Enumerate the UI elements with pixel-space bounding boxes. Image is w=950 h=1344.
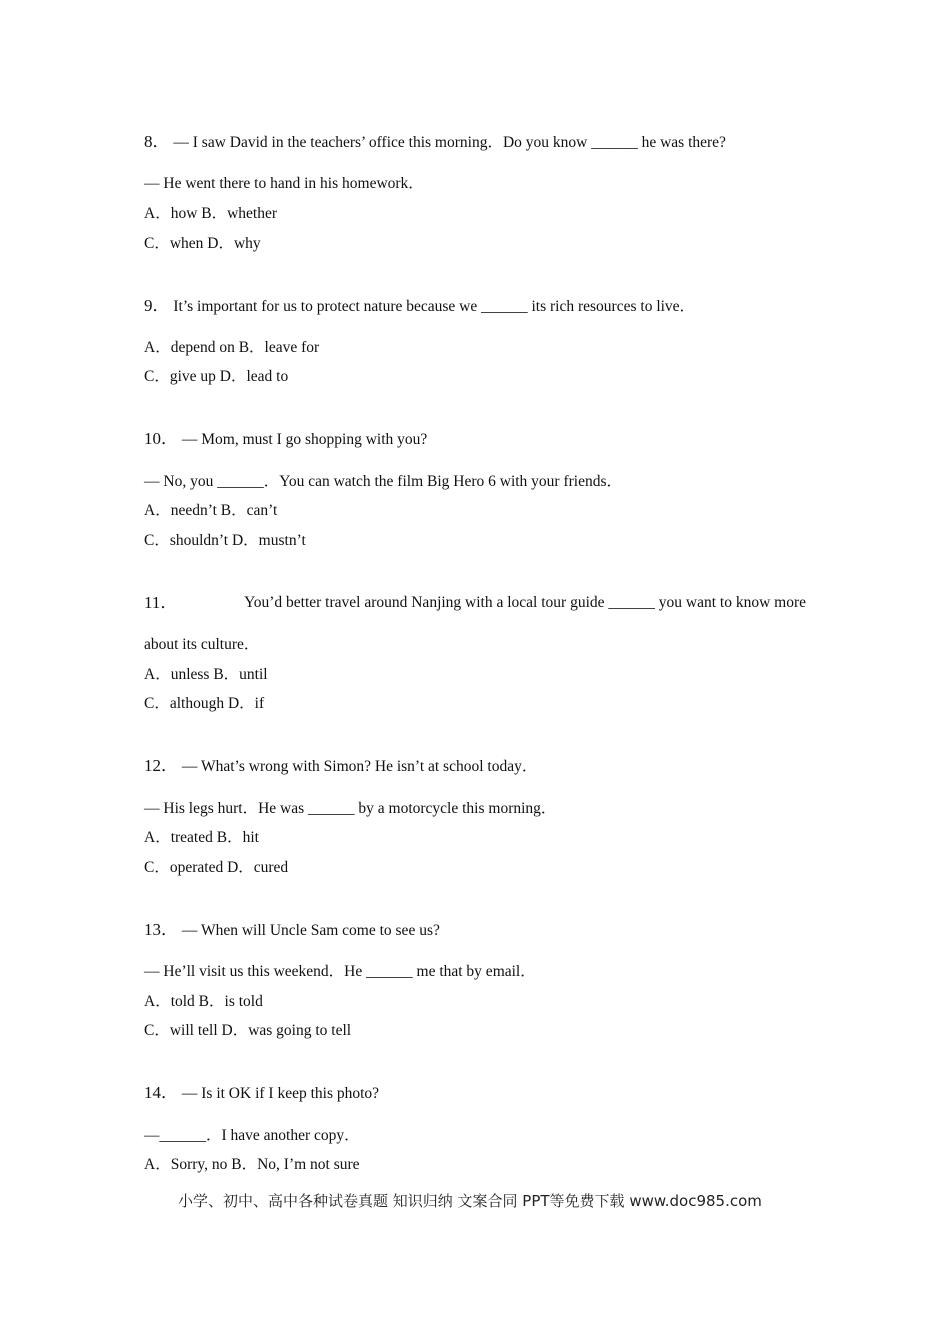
question-9-option-cd: C．give up D．lead to xyxy=(144,368,289,385)
question-8-option-cd: C．when D．why xyxy=(144,235,261,252)
question-10-option-ab: A．needn’t B．can’t xyxy=(144,502,278,519)
question-8-reply: — He went there to hand in his homework． xyxy=(144,175,424,192)
question-text: It’s important for us to protect nature because we ______ its rich resources to live． xyxy=(173,298,696,315)
question-text: — Mom, must I go shopping with you? xyxy=(181,431,428,448)
question-number: 9． xyxy=(144,296,170,315)
question-text: — Is it OK if I keep this photo? xyxy=(181,1085,380,1102)
question-9-stem xyxy=(144,296,695,317)
question-number: 11． xyxy=(144,593,178,612)
question-13-reply: — He’ll visit us this weekend．He ______ me that by email． xyxy=(144,963,536,980)
question-11-stem xyxy=(144,593,806,613)
question-number: 12． xyxy=(144,756,178,775)
question-text: — When will Uncle Sam come to see us? xyxy=(181,922,440,939)
question-number: 8． xyxy=(144,132,170,151)
question-11-option-cd: C．although D．if xyxy=(144,695,265,712)
question-14-reply: —______．I have another copy． xyxy=(144,1127,360,1144)
question-12-option-ab: A．treated B．hit xyxy=(144,829,259,846)
question-13-option-ab: A．told B．is told xyxy=(144,993,263,1010)
question-text: — I saw David in the teachers’ office this morning．Do you know ______ he was there? xyxy=(173,134,726,151)
question-10-option-cd: C．shouldn’t D．mustn’t xyxy=(144,532,306,549)
page-footer: 小学、初中、高中各种试卷真题 知识归纳 文案合同 PPT等免费下载 www.doc985.com xyxy=(178,1192,762,1210)
question-14-option-ab: A．Sorry, no B．No, I’m not sure xyxy=(144,1156,360,1173)
question-11-continuation: about its culture． xyxy=(144,636,260,653)
question-8-option-ab: A．how B．whether xyxy=(144,205,278,222)
question-10-reply: — No, you ______．You can watch the film Big Hero 6 with your friends． xyxy=(144,473,623,490)
question-11-option-ab: A．unless B．until xyxy=(144,666,268,683)
question-text: You’d better travel around Nanjing with a local tour guide ______ you want to know more xyxy=(244,594,806,611)
question-13-stem xyxy=(144,920,440,941)
question-number: 14． xyxy=(144,1083,178,1102)
question-14-stem xyxy=(144,1083,379,1104)
question-12-stem xyxy=(144,756,537,777)
question-12-reply: — His legs hurt．He was ______ by a motorcycle this morning． xyxy=(144,800,557,817)
question-number: 10． xyxy=(144,429,178,448)
question-12-option-cd: C．operated D．cured xyxy=(144,859,289,876)
question-8-stem xyxy=(144,132,726,153)
question-text: — What’s wrong with Simon? He isn’t at school today． xyxy=(181,758,538,775)
question-9-option-ab: A．depend on B．leave for xyxy=(144,339,320,356)
question-13-option-cd: C．will tell D．was going to tell xyxy=(144,1022,352,1039)
question-10-stem xyxy=(144,429,427,450)
question-number: 13． xyxy=(144,920,178,939)
